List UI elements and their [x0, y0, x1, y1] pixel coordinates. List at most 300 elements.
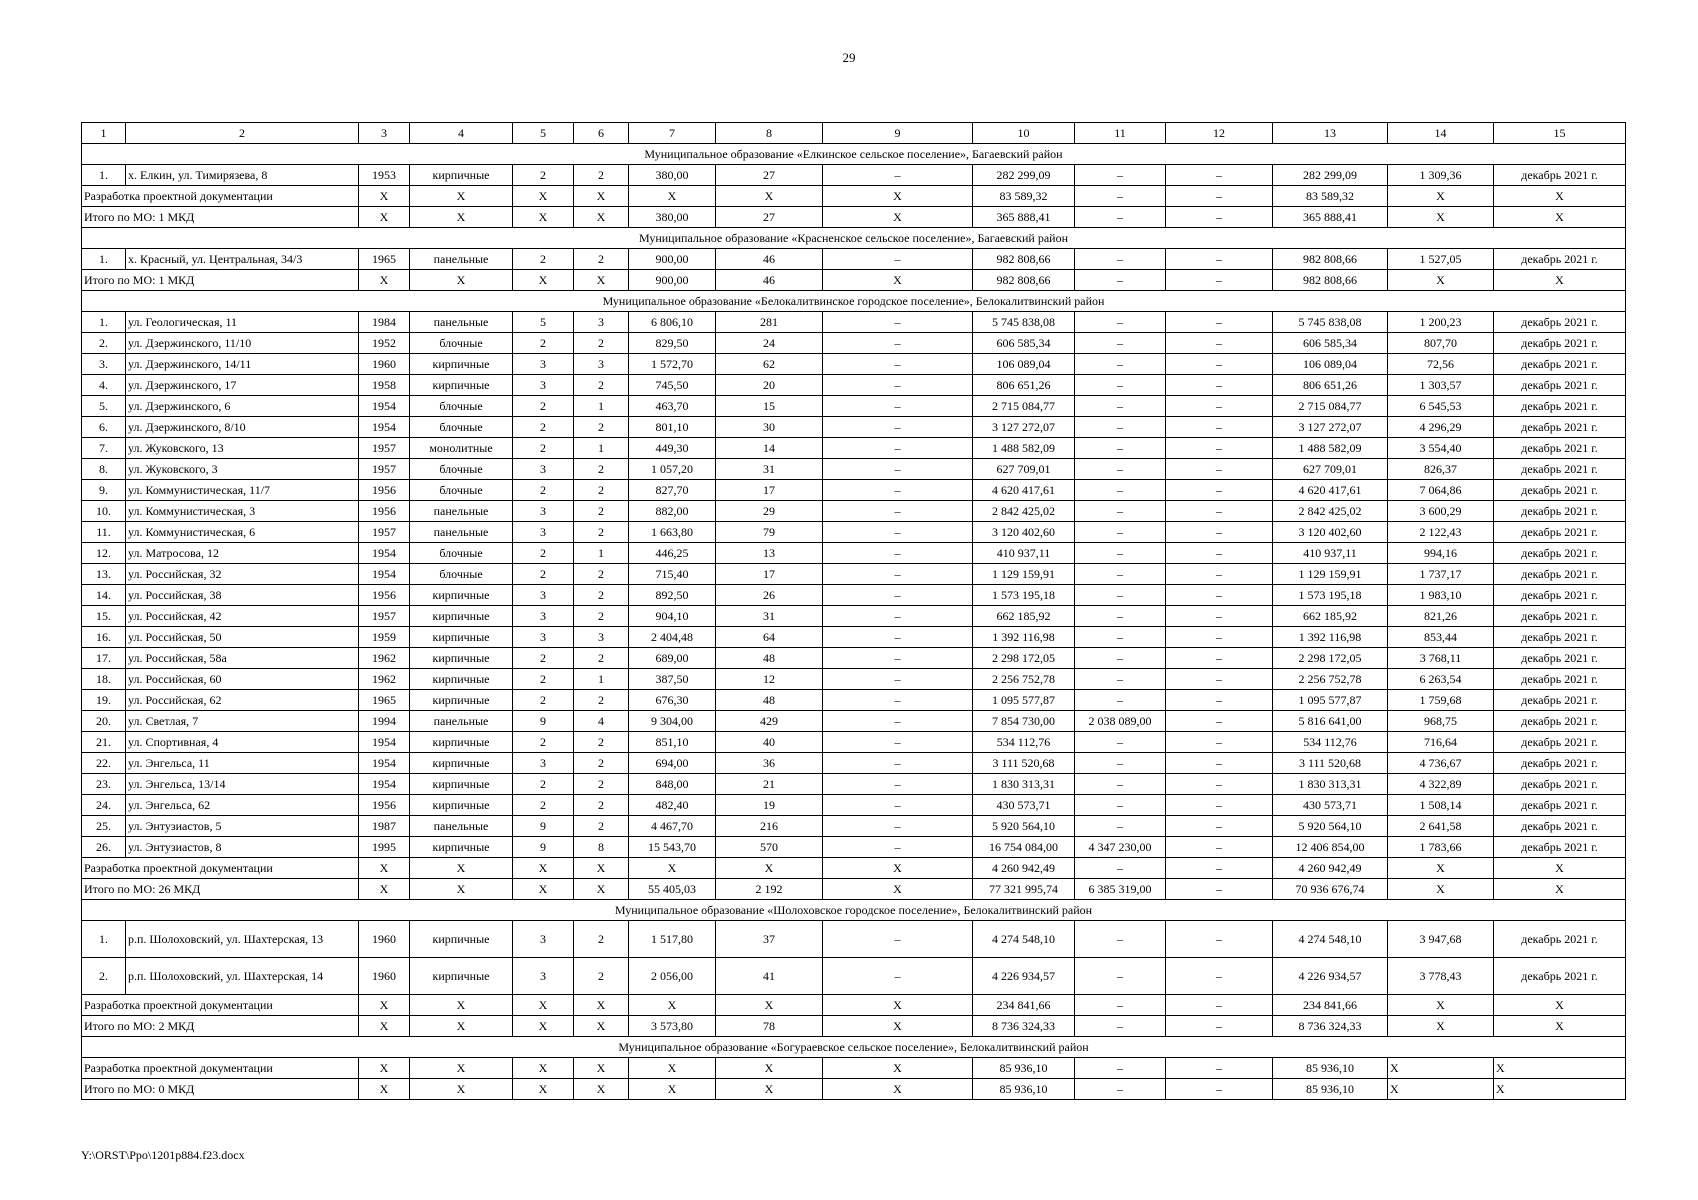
- address-cell: ул. Дзержинского, 17: [126, 375, 359, 396]
- summary-cell: Х: [359, 1058, 410, 1079]
- table-cell: декабрь 2021 г.: [1494, 564, 1626, 585]
- summary-cell: Х: [574, 858, 629, 879]
- table-cell: 853,44: [1388, 627, 1494, 648]
- table-cell: 4 467,70: [629, 816, 716, 837]
- table-cell: –: [1166, 816, 1273, 837]
- table-cell: декабрь 2021 г.: [1494, 753, 1626, 774]
- table-row: [82, 606, 1626, 627]
- table-cell: 6 806,10: [629, 312, 716, 333]
- table-cell: –: [823, 564, 973, 585]
- table-cell: –: [823, 501, 973, 522]
- table-cell: панельные: [410, 816, 513, 837]
- table-cell: 606 585,34: [1273, 333, 1388, 354]
- table-cell: 1965: [359, 249, 410, 270]
- summary-cell: Х: [574, 879, 629, 900]
- table-cell: 1957: [359, 459, 410, 480]
- summary-cell: Х: [574, 270, 629, 291]
- table-cell: 570: [716, 837, 823, 858]
- table-cell: 387,50: [629, 669, 716, 690]
- table-cell: 1962: [359, 669, 410, 690]
- table-cell: 41: [716, 958, 823, 995]
- address-cell: ул. Энгельса, 62: [126, 795, 359, 816]
- table-cell: –: [1166, 522, 1273, 543]
- summary-cell: Х: [1494, 879, 1626, 900]
- table-cell: –: [823, 732, 973, 753]
- table-cell: 4 226 934,57: [1273, 958, 1388, 995]
- table-cell: 892,50: [629, 585, 716, 606]
- summary-cell: Х: [359, 995, 410, 1016]
- summary-cell: 83 589,32: [973, 186, 1075, 207]
- table-row: [82, 417, 1626, 438]
- section-header-row: [82, 900, 1626, 921]
- table-cell: блочные: [410, 543, 513, 564]
- address-cell: р.п. Шолоховский, ул. Шахтерская, 14: [126, 958, 359, 995]
- summary-cell: 8 736 324,33: [1273, 1016, 1388, 1037]
- table-cell: 2: [513, 669, 574, 690]
- summary-cell: Х: [513, 858, 574, 879]
- table-cell: 282 299,09: [973, 165, 1075, 186]
- table-cell: 2 056,00: [629, 958, 716, 995]
- table-cell: 2 715 084,77: [1273, 396, 1388, 417]
- table-cell: –: [823, 585, 973, 606]
- table-cell: 2: [513, 774, 574, 795]
- table-cell: кирпичные: [410, 648, 513, 669]
- table-cell: 1 095 577,87: [1273, 690, 1388, 711]
- table-cell: –: [823, 375, 973, 396]
- table-cell: 31: [716, 459, 823, 480]
- table-cell: –: [1075, 627, 1166, 648]
- table-cell: 3: [513, 921, 574, 958]
- table-row: [82, 165, 1626, 186]
- address-cell: ул. Матросова, 12: [126, 543, 359, 564]
- table-cell: 2: [574, 165, 629, 186]
- address-cell: ул. Дзержинского, 11/10: [126, 333, 359, 354]
- table-cell: 12 406 854,00: [1273, 837, 1388, 858]
- summary-cell: Х: [1388, 186, 1494, 207]
- table-cell: 982 808,66: [973, 249, 1075, 270]
- address-cell: ул. Энгельса, 13/14: [126, 774, 359, 795]
- table-cell: 1960: [359, 921, 410, 958]
- table-cell: 1 830 313,31: [1273, 774, 1388, 795]
- table-row: [82, 480, 1626, 501]
- summary-cell: –: [1075, 995, 1166, 1016]
- summary-cell: Х: [513, 1079, 574, 1100]
- table-cell: 27: [716, 165, 823, 186]
- address-cell: ул. Российская, 58а: [126, 648, 359, 669]
- address-cell: ул. Российская, 42: [126, 606, 359, 627]
- table-cell: 26.: [82, 837, 126, 858]
- summary-cell: 900,00: [629, 270, 716, 291]
- summary-cell: –: [1166, 879, 1273, 900]
- summary-cell: Х: [716, 858, 823, 879]
- table-cell: 2: [574, 480, 629, 501]
- table-cell: 1: [574, 438, 629, 459]
- table-cell: 534 112,76: [1273, 732, 1388, 753]
- table-row: [82, 627, 1626, 648]
- header-cell: 10: [973, 123, 1075, 144]
- table-cell: 3: [513, 522, 574, 543]
- table-cell: 9: [513, 711, 574, 732]
- table-cell: 13.: [82, 564, 126, 585]
- table-cell: 2 122,43: [1388, 522, 1494, 543]
- table-cell: –: [1166, 958, 1273, 995]
- table-cell: –: [1075, 732, 1166, 753]
- table-cell: –: [1075, 564, 1166, 585]
- summary-cell: Х: [823, 995, 973, 1016]
- section-header-row: [82, 1037, 1626, 1058]
- summary-cell: 85 936,10: [1273, 1079, 1388, 1100]
- table-cell: 1952: [359, 333, 410, 354]
- table-cell: декабрь 2021 г.: [1494, 585, 1626, 606]
- table-cell: –: [1075, 690, 1166, 711]
- header-cell: 3: [359, 123, 410, 144]
- table-cell: 7.: [82, 438, 126, 459]
- header-cell: 6: [574, 123, 629, 144]
- table-cell: 2: [574, 522, 629, 543]
- table-cell: кирпичные: [410, 753, 513, 774]
- table-cell: –: [1166, 249, 1273, 270]
- summary-cell: 27: [716, 207, 823, 228]
- table-cell: 106 089,04: [973, 354, 1075, 375]
- summary-row: [82, 879, 1626, 900]
- table-cell: 1984: [359, 312, 410, 333]
- table-cell: –: [823, 459, 973, 480]
- table-cell: 2: [574, 501, 629, 522]
- table-cell: 430 573,71: [973, 795, 1075, 816]
- table-cell: 1 573 195,18: [1273, 585, 1388, 606]
- summary-cell: Х: [359, 1079, 410, 1100]
- summary-cell: Х: [410, 879, 513, 900]
- table-cell: 14: [716, 438, 823, 459]
- address-cell: ул. Российская, 38: [126, 585, 359, 606]
- summary-cell: Х: [1388, 1079, 1494, 1100]
- table-cell: 3 111 520,68: [973, 753, 1075, 774]
- table-cell: 662 185,92: [1273, 606, 1388, 627]
- summary-cell: Х: [1388, 1058, 1494, 1079]
- header-cell: 1: [82, 123, 126, 144]
- table-cell: 1.: [82, 921, 126, 958]
- table-cell: декабрь 2021 г.: [1494, 648, 1626, 669]
- table-cell: 627 709,01: [973, 459, 1075, 480]
- table-cell: 5 745 838,08: [1273, 312, 1388, 333]
- table-cell: 429: [716, 711, 823, 732]
- section-header-row: [82, 291, 1626, 312]
- table-cell: 3 127 272,07: [1273, 417, 1388, 438]
- table-cell: 18.: [82, 669, 126, 690]
- table-cell: 1987: [359, 816, 410, 837]
- table-cell: 2: [513, 648, 574, 669]
- table-cell: 8: [574, 837, 629, 858]
- table-cell: 1959: [359, 627, 410, 648]
- summary-cell: 982 808,66: [973, 270, 1075, 291]
- table-cell: 48: [716, 648, 823, 669]
- table-cell: –: [1075, 354, 1166, 375]
- table-cell: 1 737,17: [1388, 564, 1494, 585]
- table-cell: 821,26: [1388, 606, 1494, 627]
- address-cell: ул. Светлая, 7: [126, 711, 359, 732]
- table-cell: 463,70: [629, 396, 716, 417]
- address-cell: ул. Коммунистическая, 11/7: [126, 480, 359, 501]
- table-cell: –: [1166, 585, 1273, 606]
- summary-cell: Х: [410, 186, 513, 207]
- table-cell: панельные: [410, 501, 513, 522]
- table-cell: 968,75: [1388, 711, 1494, 732]
- table-cell: декабрь 2021 г.: [1494, 627, 1626, 648]
- table-cell: 410 937,11: [973, 543, 1075, 564]
- table-cell: декабрь 2021 г.: [1494, 732, 1626, 753]
- table-row: [82, 333, 1626, 354]
- summary-cell: 85 936,10: [1273, 1058, 1388, 1079]
- table-cell: 2: [513, 480, 574, 501]
- table-cell: 3: [513, 606, 574, 627]
- table-cell: 1962: [359, 648, 410, 669]
- table-cell: панельные: [410, 249, 513, 270]
- address-cell: ул. Коммунистическая, 6: [126, 522, 359, 543]
- table-cell: 17.: [82, 648, 126, 669]
- summary-row: [82, 270, 1626, 291]
- table-cell: 12: [716, 669, 823, 690]
- table-cell: кирпичные: [410, 921, 513, 958]
- table-cell: –: [1166, 165, 1273, 186]
- summary-cell: 4 260 942,49: [973, 858, 1075, 879]
- table-cell: декабрь 2021 г.: [1494, 354, 1626, 375]
- table-cell: 1956: [359, 501, 410, 522]
- table-cell: 72,56: [1388, 354, 1494, 375]
- summary-row: [82, 1016, 1626, 1037]
- summary-cell: Х: [1494, 995, 1626, 1016]
- table-cell: 16.: [82, 627, 126, 648]
- table-cell: 3 600,29: [1388, 501, 1494, 522]
- table-cell: декабрь 2021 г.: [1494, 690, 1626, 711]
- table-cell: декабрь 2021 г.: [1494, 438, 1626, 459]
- table-cell: 826,37: [1388, 459, 1494, 480]
- table-cell: декабрь 2021 г.: [1494, 480, 1626, 501]
- table-cell: 627 709,01: [1273, 459, 1388, 480]
- table-cell: декабрь 2021 г.: [1494, 921, 1626, 958]
- table-cell: –: [1166, 606, 1273, 627]
- table-cell: –: [1075, 480, 1166, 501]
- footer-file-path: Y:\ORST\Ppo\1201p884.f23.docx: [81, 1148, 245, 1162]
- summary-cell: 46: [716, 270, 823, 291]
- table-cell: 1965: [359, 690, 410, 711]
- table-cell: 3: [513, 375, 574, 396]
- table-cell: –: [1075, 438, 1166, 459]
- table-cell: –: [823, 606, 973, 627]
- address-cell: ул. Энтузиастов, 8: [126, 837, 359, 858]
- summary-cell: 6 385 319,00: [1075, 879, 1166, 900]
- table-cell: 2: [513, 438, 574, 459]
- table-cell: 716,64: [1388, 732, 1494, 753]
- summary-cell: Х: [629, 858, 716, 879]
- table-cell: –: [1075, 795, 1166, 816]
- table-cell: 806 651,26: [1273, 375, 1388, 396]
- summary-cell: Х: [823, 207, 973, 228]
- table-cell: 5: [513, 312, 574, 333]
- table-cell: декабрь 2021 г.: [1494, 165, 1626, 186]
- table-cell: 1960: [359, 958, 410, 995]
- table-cell: 3: [574, 354, 629, 375]
- summary-cell: Х: [410, 858, 513, 879]
- table-cell: 1957: [359, 438, 410, 459]
- table-cell: 20.: [82, 711, 126, 732]
- table-cell: 3: [513, 501, 574, 522]
- data-table: [81, 122, 1626, 1100]
- summary-cell: 70 936 676,74: [1273, 879, 1388, 900]
- table-cell: –: [1075, 459, 1166, 480]
- summary-cell: –: [1075, 1058, 1166, 1079]
- table-cell: –: [1075, 165, 1166, 186]
- table-cell: 5 816 641,00: [1273, 711, 1388, 732]
- summary-cell: Х: [574, 1016, 629, 1037]
- table-cell: блочные: [410, 564, 513, 585]
- table-cell: 1 095 577,87: [973, 690, 1075, 711]
- table-cell: 848,00: [629, 774, 716, 795]
- summary-cell: –: [1075, 1016, 1166, 1037]
- table-cell: 7 064,86: [1388, 480, 1494, 501]
- table-row: [82, 501, 1626, 522]
- table-cell: –: [1166, 921, 1273, 958]
- table-cell: –: [823, 480, 973, 501]
- table-cell: –: [1166, 438, 1273, 459]
- table-cell: 2: [574, 690, 629, 711]
- table-cell: –: [1075, 522, 1166, 543]
- table-cell: 1 392 116,98: [973, 627, 1075, 648]
- table-cell: –: [1166, 669, 1273, 690]
- address-cell: х. Красный, ул. Центральная, 34/3: [126, 249, 359, 270]
- table-cell: декабрь 2021 г.: [1494, 375, 1626, 396]
- table-cell: панельные: [410, 711, 513, 732]
- table-cell: 17: [716, 564, 823, 585]
- summary-cell: –: [1075, 186, 1166, 207]
- table-cell: 446,25: [629, 543, 716, 564]
- table-cell: 14.: [82, 585, 126, 606]
- table-cell: 3: [513, 753, 574, 774]
- table-cell: –: [823, 921, 973, 958]
- table-cell: 1.: [82, 312, 126, 333]
- table-cell: 2: [513, 795, 574, 816]
- table-cell: –: [1166, 480, 1273, 501]
- table-cell: 1 783,66: [1388, 837, 1494, 858]
- table-cell: 2: [574, 753, 629, 774]
- table-cell: –: [823, 627, 973, 648]
- table-cell: –: [1075, 921, 1166, 958]
- table-cell: декабрь 2021 г.: [1494, 459, 1626, 480]
- summary-cell: Х: [359, 270, 410, 291]
- table-cell: панельные: [410, 312, 513, 333]
- summary-cell: 83 589,32: [1273, 186, 1388, 207]
- section-title: Муниципальное образование «Богураевское сельское поселение», Белокалитвинский район: [82, 1037, 1626, 1058]
- table-cell: 17: [716, 480, 823, 501]
- summary-cell: Х: [823, 1016, 973, 1037]
- table-cell: –: [823, 753, 973, 774]
- table-cell: 882,00: [629, 501, 716, 522]
- table-cell: 15 543,70: [629, 837, 716, 858]
- table-cell: 48: [716, 690, 823, 711]
- section-title: Муниципальное образование «Елкинское сельское поселение», Багаевский район: [82, 144, 1626, 165]
- table-cell: –: [823, 648, 973, 669]
- summary-cell: Х: [1388, 995, 1494, 1016]
- table-cell: 4 274 548,10: [973, 921, 1075, 958]
- table-cell: 15: [716, 396, 823, 417]
- summary-cell: Х: [1388, 207, 1494, 228]
- summary-cell: 55 405,03: [629, 879, 716, 900]
- summary-cell: Х: [629, 1079, 716, 1100]
- table-cell: декабрь 2021 г.: [1494, 543, 1626, 564]
- summary-cell: Х: [823, 270, 973, 291]
- table-cell: 29: [716, 501, 823, 522]
- table-cell: кирпичные: [410, 795, 513, 816]
- header-cell: 8: [716, 123, 823, 144]
- summary-row: [82, 995, 1626, 1016]
- table-cell: 482,40: [629, 795, 716, 816]
- summary-label: Итого по МО: 1 МКД: [82, 207, 359, 228]
- table-cell: 534 112,76: [973, 732, 1075, 753]
- summary-cell: 982 808,66: [1273, 270, 1388, 291]
- table-cell: 9.: [82, 480, 126, 501]
- table-cell: 16 754 084,00: [973, 837, 1075, 858]
- summary-label: Итого по МО: 26 МКД: [82, 879, 359, 900]
- table-cell: кирпичные: [410, 627, 513, 648]
- summary-label: Разработка проектной документации: [82, 1058, 359, 1079]
- summary-cell: Х: [1494, 1079, 1626, 1100]
- table-row: [82, 958, 1626, 995]
- summary-cell: Х: [1388, 858, 1494, 879]
- summary-cell: Х: [513, 270, 574, 291]
- table-cell: 1 663,80: [629, 522, 716, 543]
- table-cell: 3.: [82, 354, 126, 375]
- table-cell: –: [1166, 774, 1273, 795]
- address-cell: ул. Геологическая, 11: [126, 312, 359, 333]
- table-cell: 3: [574, 312, 629, 333]
- table-cell: кирпичные: [410, 354, 513, 375]
- table-cell: 806 651,26: [973, 375, 1075, 396]
- table-cell: 1 759,68: [1388, 690, 1494, 711]
- table-cell: –: [1166, 837, 1273, 858]
- summary-cell: 365 888,41: [973, 207, 1075, 228]
- summary-cell: Х: [359, 858, 410, 879]
- table-cell: 24.: [82, 795, 126, 816]
- address-cell: ул. Жуковского, 3: [126, 459, 359, 480]
- table-cell: декабрь 2021 г.: [1494, 522, 1626, 543]
- table-cell: –: [1166, 354, 1273, 375]
- table-cell: 430 573,71: [1273, 795, 1388, 816]
- table-cell: –: [1075, 585, 1166, 606]
- table-cell: –: [823, 312, 973, 333]
- summary-row: [82, 186, 1626, 207]
- summary-cell: Х: [629, 995, 716, 1016]
- table-cell: 1 983,10: [1388, 585, 1494, 606]
- table-cell: 1956: [359, 585, 410, 606]
- header-cell: 4: [410, 123, 513, 144]
- table-cell: 2: [574, 732, 629, 753]
- table-cell: 1 057,20: [629, 459, 716, 480]
- table-cell: 801,10: [629, 417, 716, 438]
- table-cell: –: [823, 354, 973, 375]
- table-cell: 829,50: [629, 333, 716, 354]
- table-cell: 2: [574, 921, 629, 958]
- summary-cell: –: [1166, 858, 1273, 879]
- table-cell: 2: [574, 564, 629, 585]
- table-cell: 62: [716, 354, 823, 375]
- address-cell: ул. Дзержинского, 14/11: [126, 354, 359, 375]
- table-cell: кирпичные: [410, 165, 513, 186]
- table-cell: –: [1075, 669, 1166, 690]
- table-cell: 3 554,40: [1388, 438, 1494, 459]
- summary-label: Разработка проектной документации: [82, 858, 359, 879]
- summary-cell: 4 260 942,49: [1273, 858, 1388, 879]
- table-cell: 745,50: [629, 375, 716, 396]
- table-cell: декабрь 2021 г.: [1494, 669, 1626, 690]
